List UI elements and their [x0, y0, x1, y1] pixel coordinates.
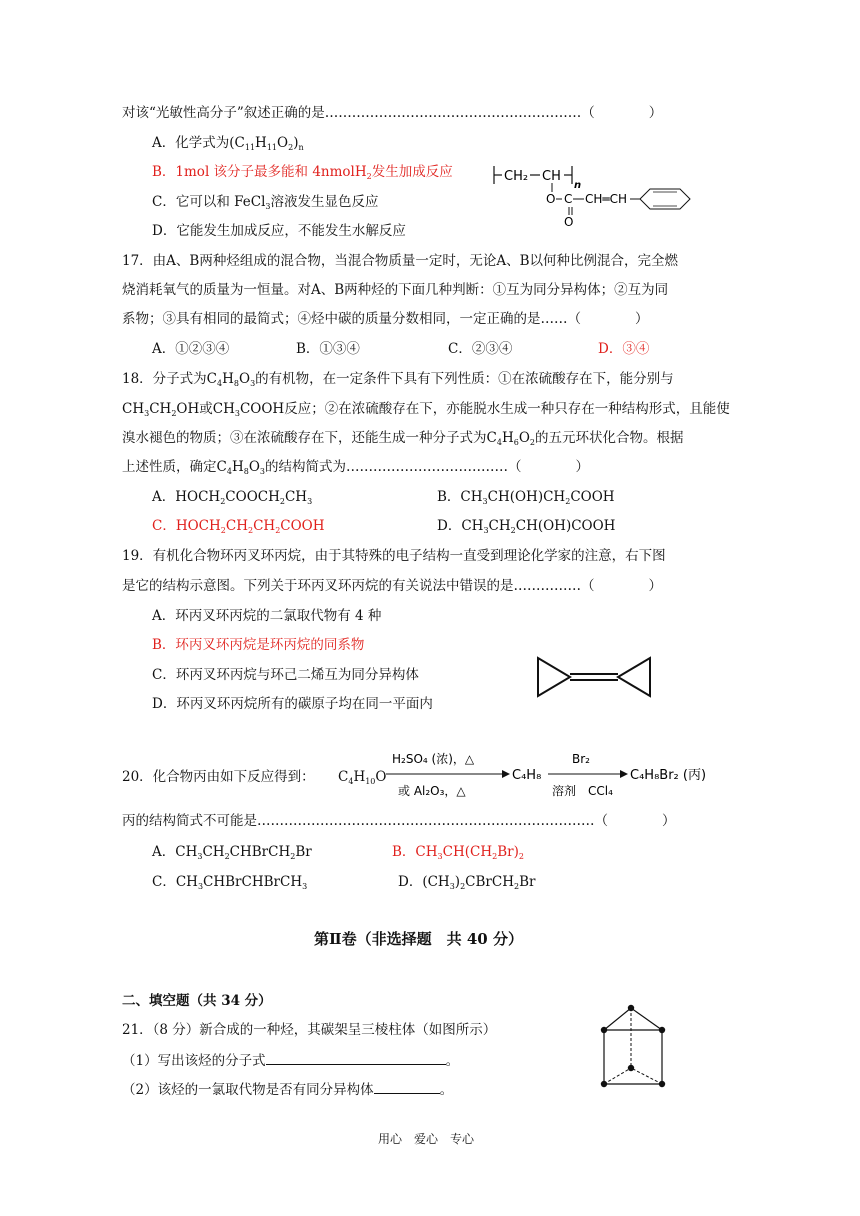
cyclopropylidene-cyclopropane-diagram — [530, 654, 670, 700]
q21-part-2: （2）该烃的一氯取代物是否有同分异构体 。 — [122, 1082, 454, 1098]
q20-option-b: B．$CH_3CH(CH_2Br)_2$ — [392, 844, 524, 861]
q16-option-a: A．化学式为$(C_{11}H_{11}O_2)_n$ — [152, 135, 304, 152]
condition-2-bottom: 溶剂 CCl₄ — [552, 784, 613, 798]
reaction-scheme — [384, 748, 720, 802]
condition-2-top: Br₂ — [572, 752, 590, 766]
q18-line-1: 18．分子式为$C_4H_8O_3$的有机物，在一定条件下具有下列性质：①在浓硫酸存在下，能分别与 — [122, 371, 674, 388]
q18-line-3: 溴水褪色的物质；③在浓硫酸存在下，还能生成一种分子式为$C_4H_6O_2$的五元环状化合物。根据 — [122, 430, 684, 447]
intermediate-c4h8: C₄H₈ — [512, 768, 542, 783]
struct-chch: CH═CH — [585, 192, 628, 206]
q21-part-1: （1）写出该烃的分子式 。 — [122, 1053, 460, 1069]
product-c4h8br2: C₄H₈Br₂ (丙) — [630, 768, 707, 783]
struct-ch2: CH₂ — [504, 169, 529, 184]
q21-stem: 21．（8 分）新合成的一种烃，其碳架呈三棱柱体（如图所示） — [122, 1022, 497, 1038]
q19-option-d: D．环丙叉环丙烷所有的碳原子均在同一平面内 — [152, 696, 433, 712]
q19-option-a: A．环丙叉环丙烷的二氯取代物有 4 种 — [152, 608, 382, 624]
answer-blank-1[interactable] — [266, 1051, 446, 1065]
q16-stem: 对该“光敏性高分子”叙述正确的是…………………………………………………（ ） — [122, 105, 663, 121]
q18-option-b: B．$CH_3CH(OH)CH_2COOH$ — [437, 489, 615, 506]
q17-option-c: C．②③④ — [448, 341, 513, 357]
q17-option-d: D．③④ — [598, 341, 650, 357]
condition-1-top: H₂SO₄ (浓)，△ — [392, 752, 475, 766]
q16-option-d: D．它能发生加成反应，不能发生水解反应 — [152, 223, 406, 239]
condition-1-bottom: 或 Al₂O₃，△ — [398, 784, 466, 798]
struct-carbonyl-o: O — [564, 215, 574, 229]
q18-line-2: $CH_3CH_2OH$或$CH_3COOH$反应；②在浓硫酸存在下，亦能脱水生成一种只存在一种结构形式，且能使 — [122, 401, 730, 418]
q18-option-a: A．$HOCH_2COOCH_2CH_3$ — [152, 489, 313, 506]
q17-line-2: 烧消耗氧气的质量为一恒量。对A、B两种烃的下面几种判断：①互为同分异构体；②互为同 — [122, 282, 669, 298]
part2-title: 第Ⅱ卷（非选择题 共 40 分） — [314, 930, 523, 948]
q20-option-c: C．$CH_3CHBrCHBrCH_3$ — [152, 874, 308, 891]
q20-lead: 20．化合物丙由如下反应得到： — [122, 769, 315, 785]
q17-line-1: 17．由A、B两种烃组成的混合物，当混合物质量一定时，无论A、B以何种比例混合，完全燃 — [122, 253, 679, 269]
q20-reactant: $C_4H_{10}O$ — [338, 769, 387, 786]
answer-blank-2[interactable] — [374, 1080, 440, 1094]
q16-option-b: B．1mol 该分子最多能和 4nmolH$_2$发生加成反应 — [152, 164, 453, 181]
struct-ch: CH — [542, 169, 561, 184]
q19-line-1: 19．有机化合物环丙叉环丙烷，由于其特殊的电子结构一直受到理论化学家的注意，右下图 — [122, 548, 666, 564]
q20-option-d: D．$(CH_3)_2CBrCH_2Br$ — [398, 874, 536, 891]
q17-line-3: 系物；③具有相同的最简式；④烃中碳的质量分数相同，一定正确的是……（ ） — [122, 311, 649, 327]
q18-option-c: C．$HOCH_2CH_2CH_2COOH$ — [152, 518, 325, 535]
q17-option-b: B．①③④ — [296, 341, 360, 357]
page-footer: 用心 爱心 专心 — [378, 1132, 475, 1146]
polymer-structure-diagram — [490, 158, 700, 230]
section-heading: 二、填空题（共 34 分） — [122, 993, 272, 1009]
q17-option-a: A．①②③④ — [152, 341, 230, 357]
q19-option-c: C．环丙叉环丙烷与环己二烯互为同分异构体 — [152, 667, 419, 683]
struct-o: O — [546, 192, 556, 206]
struct-c: C — [564, 192, 573, 206]
triangular-prism-diagram — [596, 1000, 676, 1092]
q16-option-c: C．它可以和 FeCl$_3$溶液发生显色反应 — [152, 194, 379, 211]
q19-line-2: 是它的结构示意图。下列关于环丙叉环丙烷的有关说法中错误的是……………（ ） — [122, 578, 662, 594]
q18-option-d: D．$CH_3CH_2CH(OH)COOH$ — [437, 518, 616, 535]
q20-stem: 丙的结构简式不可能是…………………………………………………………………（ ） — [122, 813, 676, 829]
q18-line-4: 上述性质，确定$C_4H_8O_3$的结构简式为………………………………（ ） — [122, 459, 589, 476]
q20-option-a: A．$CH_3CH_2CHBrCH_2Br$ — [152, 844, 312, 861]
struct-n: n — [574, 180, 582, 191]
q19-option-b: B．环丙叉环丙烷是环丙烷的同系物 — [152, 637, 365, 653]
